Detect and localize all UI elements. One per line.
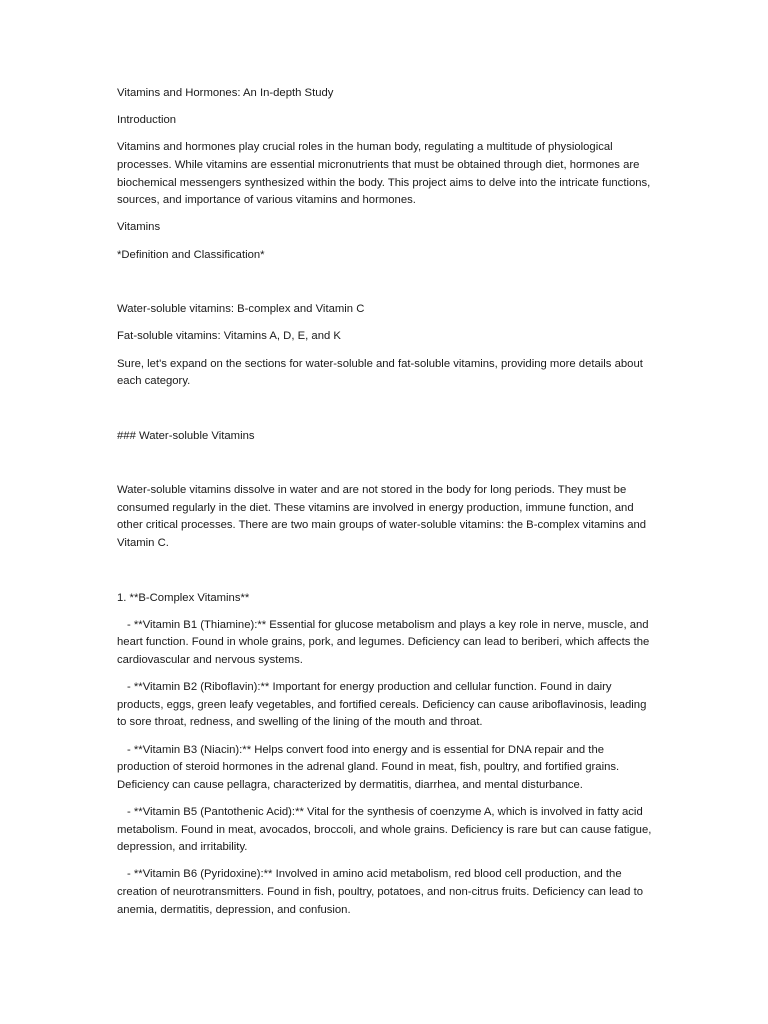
document-page <box>117 85 655 929</box>
b-complex-heading: 1. **B-Complex Vitamins** <box>117 591 250 604</box>
vitamins-heading: Vitamins <box>117 221 161 234</box>
vitamin-b6-item: - **Vitamin B6 (Pyridoxine):** Involved in amino acid metabolism, red blood cell production, and the creation of neurotransmitters. Found in fish, poultry, potatoes, and non-citrus fruits. Deficiency can lead to anemia, dermatitis, depression, and confusion. <box>117 868 643 916</box>
water-soluble-line: Water-soluble vitamins: B-complex and Vitamin C <box>117 303 365 316</box>
vitamin-b2-item: - **Vitamin B2 (Riboflavin):** Important for energy production and cellular function. Found in dairy products, eggs, green leafy vegetables, and fortified cereals. Deficiency can cause ariboflavinosis, leading to sore throat, redness, and swelling of the lining of the mouth and throat. <box>117 681 647 729</box>
introduction-paragraph: Vitamins and hormones play crucial roles in the human body, regulating a multitude of physiological processes. While vitamins are essential micronutrients that must be obtained through diet, hormones are biochemical messengers synthesized within the body. This project aims to delve into the intricate functions, sources, and importance of various vitamins and hormones. <box>117 141 651 207</box>
definition-heading: *Definition and Classification* <box>117 248 265 261</box>
vitamin-b3-item: - **Vitamin B3 (Niacin):** Helps convert food into energy and is essential for DNA repair and the production of steroid hormones in the adrenal gland. Found in meat, fish, poultry, and fortified grains. Deficiency can cause pellagra, characterized by dermatitis, diarrhea, and mental disturbance. <box>117 743 620 791</box>
introduction-heading: Introduction <box>117 114 177 127</box>
vitamin-b1-item: - **Vitamin B1 (Thiamine):** Essential for glucose metabolism and plays a key role in nerve, muscle, and heart function. Found in whole grains, pork, and legumes. Deficiency can lead to beriberi, which affects the cardiovascular and nervous systems. <box>117 618 650 667</box>
document-title: Vitamins and Hormones: An In-depth Study <box>117 87 334 99</box>
vitamin-b5-item: - **Vitamin B5 (Pantothenic Acid):** Vital for the synthesis of coenzyme A, which is involved in fatty acid metabolism. Found in meat, avocados, broccoli, and whole grains. Deficiency is rare but can cause fatigue, depression, and irritability. <box>117 805 652 854</box>
water-soluble-section-heading: ### Water-soluble Vitamins <box>117 429 255 442</box>
expand-note: Sure, let's expand on the sections for water-soluble and fat-soluble vitamins, providing more details about each category. <box>117 357 643 388</box>
fat-soluble-line: Fat-soluble vitamins: Vitamins A, D, E, and K <box>117 330 341 343</box>
water-soluble-paragraph: Water-soluble vitamins dissolve in water and are not stored in the body for long periods. They must be consumed regularly in the diet. These vitamins are involved in energy production, immune function, and other critical processes. There are two main groups of water-soluble vitamins: the B-complex vitamins and Vitamin C. <box>117 484 647 550</box>
